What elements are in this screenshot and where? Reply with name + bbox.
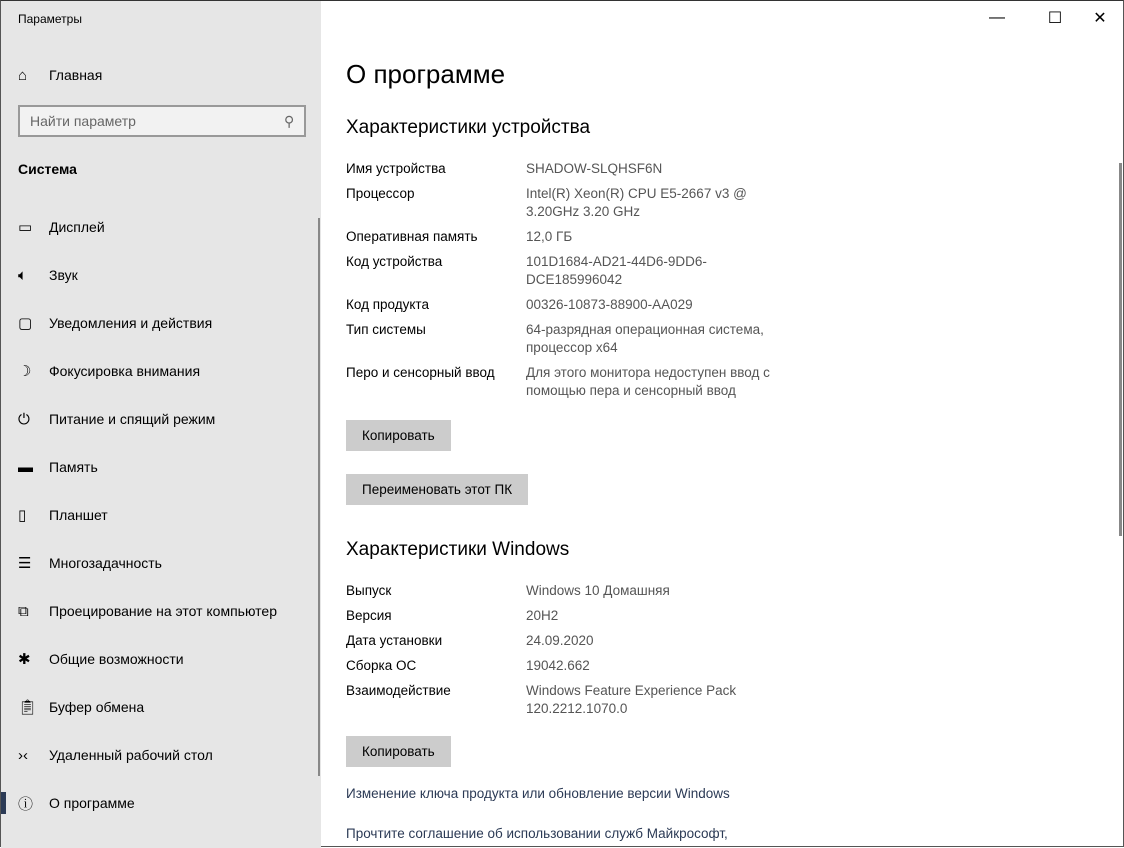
power-icon: ⏻ (18, 410, 30, 428)
sidebar-item-label: Буфер обмена (49, 699, 145, 715)
spec-value: Windows 10 Домашняя (526, 583, 670, 598)
sidebar-item-label: Дисплей (49, 219, 105, 235)
sidebar-item-remote-desktop[interactable] (1, 735, 321, 775)
device-specs (346, 160, 826, 407)
search-placeholder: Найти параметр (30, 113, 136, 129)
spec-value: Для этого монитора недоступен ввод с помощью пера и сенсорный ввод (526, 365, 770, 398)
copy-windows-button[interactable]: Копировать (346, 736, 451, 767)
notification-icon: ▢ (18, 315, 33, 332)
sidebar-item-power[interactable] (1, 399, 321, 439)
spec-row (346, 657, 826, 675)
sidebar-item-info[interactable] (1, 783, 321, 823)
spec-label: Перо и сенсорный ввод (346, 365, 495, 380)
sidebar-item-clipboard[interactable] (1, 687, 321, 727)
sidebar-item-label: Многозадачность (49, 555, 162, 571)
change-product-key-link[interactable]: Изменение ключа продукта или обновление версии Windows (346, 786, 730, 801)
sidebar (1, 1, 321, 848)
spec-row (346, 296, 826, 314)
spec-value: 19042.662 (526, 658, 590, 673)
sidebar-item-home[interactable] (1, 55, 321, 95)
sidebar-item-label: Проецирование на этот компьютер (49, 603, 277, 619)
spec-label: Сборка ОС (346, 658, 417, 673)
spec-label: Тип системы (346, 322, 426, 337)
spec-row (346, 632, 826, 650)
sidebar-item-multitasking[interactable] (1, 543, 321, 583)
microsoft-services-agreement-link[interactable]: Прочтите соглашение об использовании служб Майкрософт, (346, 826, 728, 841)
page-title: О программе (346, 59, 506, 89)
shared-experiences-icon: ✱ (18, 651, 31, 668)
main-content (322, 1, 1123, 846)
spec-label: Дата установки (346, 633, 443, 648)
spec-row (346, 607, 826, 625)
multitasking-icon: ☰ (18, 555, 32, 572)
spec-label: Выпуск (346, 583, 392, 598)
sidebar-item-storage[interactable] (1, 447, 321, 487)
spec-value: Windows Feature Experience Pack 120.2212.1070.0 (526, 683, 737, 716)
projecting-icon: ⧉ (18, 602, 29, 620)
sidebar-item-label: Звук (49, 267, 78, 283)
spec-row (346, 321, 826, 357)
sidebar-item-label: Главная (49, 67, 103, 83)
spec-value: 12,0 ГБ (526, 229, 573, 244)
window-title: Параметры (18, 12, 82, 26)
spec-label: Оперативная память (346, 229, 478, 244)
speaker-icon: 🔈︎ (18, 266, 28, 284)
clipboard-icon: 📋︎ (18, 699, 38, 716)
windows-specs (346, 582, 826, 725)
home-icon: ⌂ (18, 66, 28, 84)
minimize-button[interactable]: — (989, 9, 1005, 26)
sidebar-item-label: Планшет (49, 507, 108, 523)
spec-label: Код продукта (346, 297, 429, 312)
remote-desktop-icon: ›‹ (18, 746, 28, 764)
sidebar-item-speaker[interactable] (1, 255, 321, 295)
sidebar-item-projecting[interactable] (1, 591, 321, 631)
copy-device-button[interactable]: Копировать (346, 420, 451, 451)
spec-row (346, 682, 826, 718)
sidebar-item-moon[interactable] (1, 351, 321, 391)
close-button[interactable]: ✕ (1093, 10, 1107, 27)
spec-row (346, 160, 826, 178)
windows-specs-heading: Характеристики Windows (346, 539, 570, 560)
spec-label: Взаимодействие (346, 683, 451, 698)
moon-icon: ☽ (18, 363, 32, 380)
sidebar-item-label: Фокусировка внимания (49, 363, 201, 379)
sidebar-item-label: Удаленный рабочий стол (49, 747, 213, 763)
storage-icon: ▬ (18, 458, 33, 476)
spec-label: Код устройства (346, 254, 443, 269)
spec-value: SHADOW-SLQHSF6N (526, 161, 663, 176)
spec-value: Intel(R) Xeon(R) CPU E5-2667 v3 @ 3.20GHz 3.20 GHz (526, 186, 747, 219)
section-title: Система (18, 161, 77, 177)
spec-value: 20H2 (526, 608, 559, 623)
tablet-icon: ▯ (18, 507, 27, 524)
sidebar-item-label: Питание и спящий режим (49, 411, 216, 427)
spec-value: 00326-10873-88900-AA029 (526, 297, 693, 312)
spec-value: 24.09.2020 (526, 633, 594, 648)
search-icon: ⚲ (283, 112, 294, 129)
spec-row (346, 253, 826, 289)
device-specs-heading: Характеристики устройства (346, 117, 591, 138)
spec-label: Имя устройства (346, 161, 446, 176)
spec-row (346, 228, 826, 246)
spec-row (346, 582, 826, 600)
spec-row (346, 185, 826, 221)
spec-value: 101D1684-AD21-44D6-9DD6-DCE185996042 (526, 254, 707, 287)
info-icon: ⓘ (18, 795, 34, 813)
sidebar-item-tablet[interactable] (1, 495, 321, 535)
search-input[interactable] (18, 105, 306, 137)
spec-label: Процессор (346, 186, 415, 201)
spec-label: Версия (346, 608, 392, 623)
spec-value: 64-разрядная операционная система, процессор x64 (526, 322, 764, 355)
sidebar-item-shared-experiences[interactable] (1, 639, 321, 679)
sidebar-item-notification[interactable] (1, 303, 321, 343)
display-icon: ▭ (18, 219, 33, 236)
spec-row (346, 364, 826, 400)
sidebar-item-label: О программе (49, 795, 135, 811)
maximize-button[interactable]: ☐ (1047, 10, 1063, 27)
rename-pc-button[interactable]: Переименовать этот ПК (346, 474, 528, 505)
sidebar-item-display[interactable] (1, 207, 321, 247)
sidebar-item-label: Уведомления и действия (49, 315, 213, 331)
sidebar-scrollbar[interactable] (318, 218, 320, 776)
sidebar-item-label: Общие возможности (49, 651, 184, 667)
main-scrollbar[interactable] (1119, 163, 1122, 536)
sidebar-item-label: Память (49, 459, 98, 475)
